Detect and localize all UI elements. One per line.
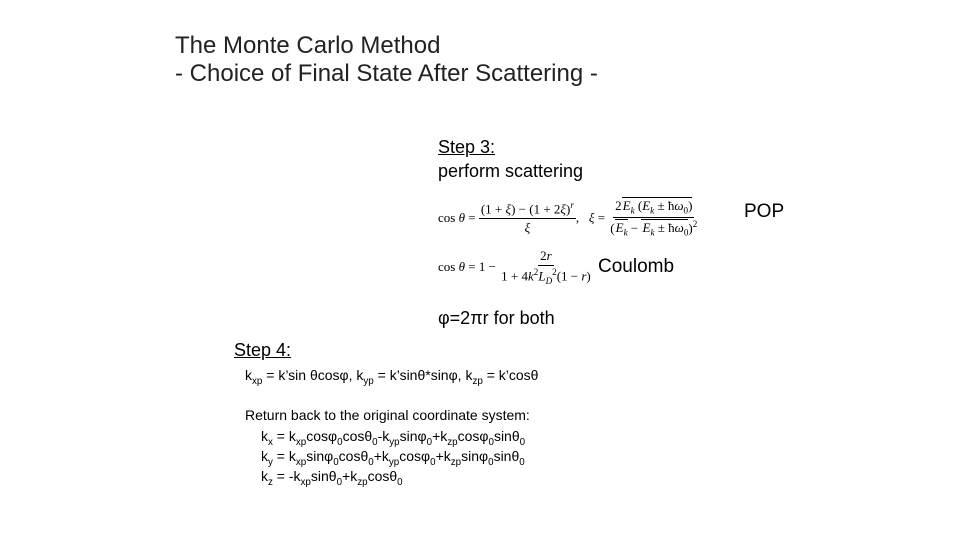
coulomb-equation: cos θ = 1 − $\frac{2r}{1 + 4k^2L_D^2(1 - r)}$ [438, 248, 591, 286]
kp-line: $k_{xp}$ = k’sin θcosφ, $k_{yp}$ = k’sinθ*sinφ, $k_{zp}$ = k’cosθ [245, 367, 539, 387]
kz-line: $k_z = -k_{xp}\sin\theta_0+k_{zp}\cos\theta_0$ [261, 468, 403, 488]
pop-equation: cos θ = $\frac{(1 + \xi) - (1 + 2\xi)^r}{\xi}$ , ξ = $\frac{2E_k (E_k \pm ħ\omega_0)}{(E_k - E_k \pm ħ\omega_0)^2}$ [438, 198, 698, 238]
step3-heading: Step 3: [438, 137, 496, 157]
kx-line: $k_x = k_{xp}\cos\varphi_0\cos\theta_0-k_{yp}\sin\varphi_0+k_{zp}\cos\varphi_0\sin\theta_0$ [261, 428, 526, 448]
ky-line: $k_y = k_{xp}\sin\varphi_0\cos\theta_0+k_{yp}\cos\varphi_0+k_{zp}\sin\varphi_0\sin\theta_0$ [261, 448, 525, 468]
step4-heading: Step 4: [234, 340, 292, 360]
phi-line: φ=2πr for both [438, 308, 555, 328]
return-line: Return back to the original coordinate system: [245, 407, 530, 423]
pop-label: POP [744, 201, 785, 222]
step3-subheading: perform scattering [438, 161, 584, 181]
title-line-2: - Choice of Final State After Scattering - [175, 60, 598, 87]
coulomb-label: Coulomb [598, 256, 675, 277]
slide-title [175, 32, 598, 88]
title-line-1: The Monte Carlo Method [175, 32, 441, 59]
